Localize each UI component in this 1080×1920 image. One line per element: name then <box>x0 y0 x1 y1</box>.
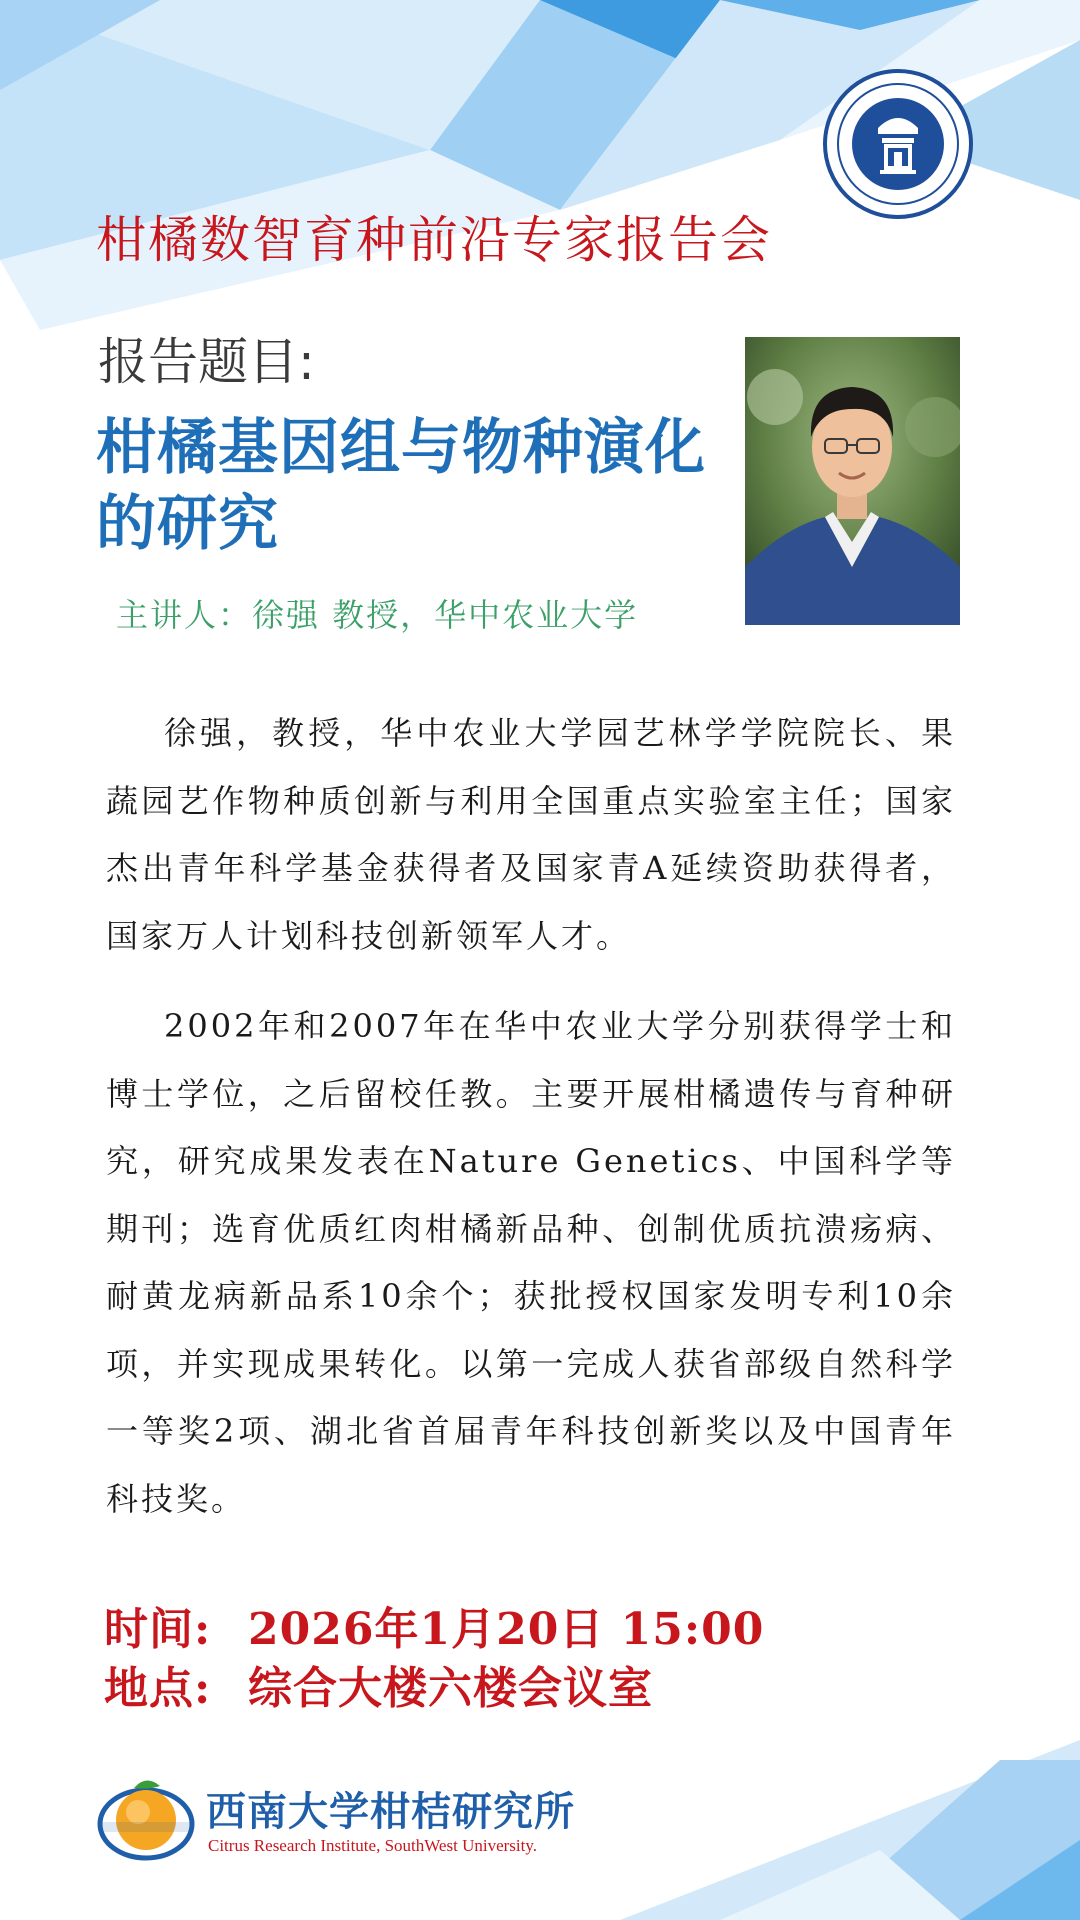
time-value: 2026年1月20日 15:00 <box>248 1604 765 1655</box>
talk-title: 柑橘基因组与物种演化的研究 <box>96 413 706 559</box>
institute-name-en: Citrus Research Institute, SouthWest University. <box>208 1836 537 1855</box>
speaker-line: 主讲人：徐强 教授，华中农业大学 <box>116 596 639 634</box>
bio-paragraph-2: 2002年和2007年在华中农业大学分别获得学士和博士学位，之后留校任教。主要开展柑橘遗传与育种研究，研究成果发表在Nature Genetics、中国科学等期刊；选育优质红肉柑橘新品种、创制优质抗溃疡病、耐黄龙病新品系10余个；获批授权国家发明专利10余项，并实现成果转化。以第一完成人获省部级自然科学一等奖2项、湖北省首届青年科技创新奖以及中国青年科技奖。 <box>106 1007 956 1518</box>
time-label: 时间: <box>104 1604 212 1655</box>
university-seal-logo <box>822 68 974 220</box>
citrus-institute-logo-icon <box>94 1772 198 1862</box>
place-line <box>104 1652 653 1716</box>
place-value: 综合大楼六楼会议室 <box>248 1663 653 1714</box>
speaker-photo <box>745 337 960 625</box>
footer-institute <box>94 1772 614 1862</box>
place-label: 地点: <box>104 1663 212 1714</box>
topic-label: 报告题目: <box>98 333 315 391</box>
bio-paragraph-1: 徐强，教授，华中农业大学园艺林学学院院长、果蔬园艺作物种质创新与利用全国重点实验室主任；国家杰出青年科学基金获得者及国家青A延续资助获得者，国家万人计划科技创新领军人才。 <box>106 714 956 955</box>
institute-name-cn: 西南大学柑桔研究所 <box>206 1788 575 1835</box>
event-title: 柑橘数智育种前沿专家报告会 <box>96 211 772 269</box>
time-line <box>104 1593 764 1657</box>
